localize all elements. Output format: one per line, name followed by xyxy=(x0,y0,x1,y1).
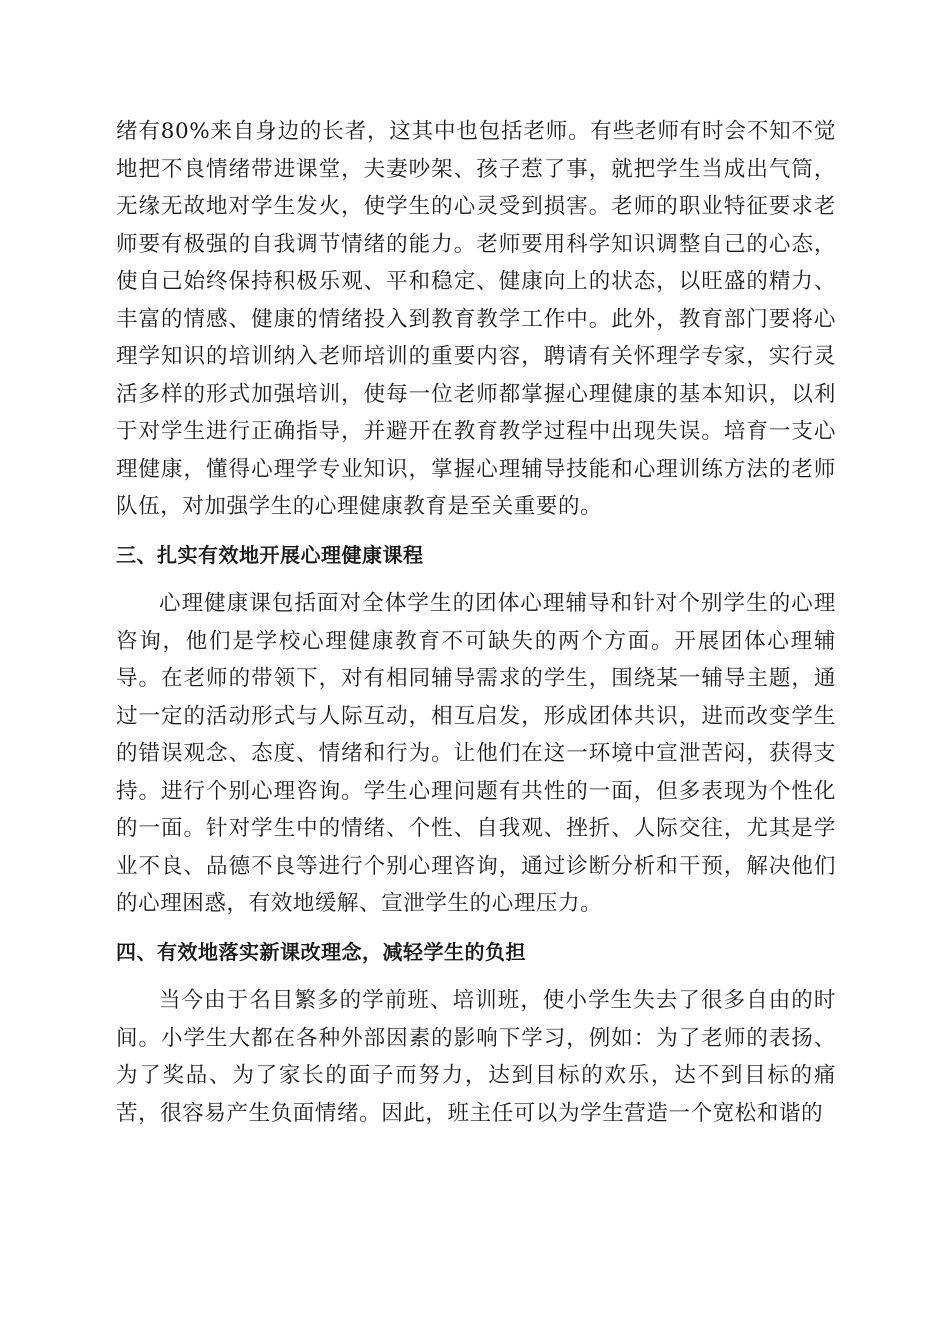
section-heading-3: 三、扎实有效地开展心理健康课程 xyxy=(116,542,424,567)
paragraph-psych-course: 心理健康课包括面对全体学生的团体心理辅导和针对个别学生的心理咨询，他们是学校心理健康教育不可缺失的两个方面。开展团体心理辅导。在老师的带领下，对有相同辅导需求的学生，围绕某一辅导主题，通过一定的活动形式与人际互动，相互启发，形成团体共识，进而改变学生的错误观念、态度、情绪和行为。让他们在这一环境中宣泄苦闷，获得支持。进行个别心理咨询。学生心理问题有共性的一面，但多表现为个性化的一面。针对学生中的情绪、个性、自我观、挫折、人际交往，尤其是学业不良、品德不良等进行个别心理咨询，通过诊断分析和干预，解决他们的心理困惑，有效地缓解、宣泄学生的心理压力。 xyxy=(116,591,836,916)
paragraph-reduce-burden: 当今由于名目繁多的学前班、培训班，使小学生失去了很多自由的时间。小学生大都在各种外部因素的影响下学习，例如：为了老师的表扬、为了奖品、为了家长的面子而努力，达到目标的欢乐，达不到目标的痛苦，很容易产生负面情绪。因此，班主任可以为学生营造一个宽松和谐的 xyxy=(116,988,836,1126)
section-heading-4: 四、有效地落实新课改理念，减轻学生的负担 xyxy=(116,939,526,964)
document-body xyxy=(116,113,836,1132)
paragraph-continuation: 绪有80%来自身边的长者，这其中也包括老师。有些老师有时会不知不觉地把不良情绪带进课堂，夫妻吵架、孩子惹了事，就把学生当成出气筒，无缘无故地对学生发火，使学生的心灵受到损害。老师的职业特征要求老师要有极强的自我调节情绪的能力。老师要用科学知识调整自己的心态，使自己始终保持积极乐观、平和稳定、健康向上的状态，以旺盛的精力、丰富的情感、健康的情绪投入到教育教学工作中。此外，教育部门要将心理学知识的培训纳入老师培训的重要内容，聘请有关怀理学专家，实行灵活多样的形式加强培训，使每一位老师都掌握心理健康的基本知识，以利于对学生进行正确指导，并避开在教育教学过程中出现失误。培育一支心理健康，懂得心理学专业知识，掌握心理辅导技能和心理训练方法的老师队伍，对加强学生的心理健康教育是至关重要的。 xyxy=(116,119,836,519)
